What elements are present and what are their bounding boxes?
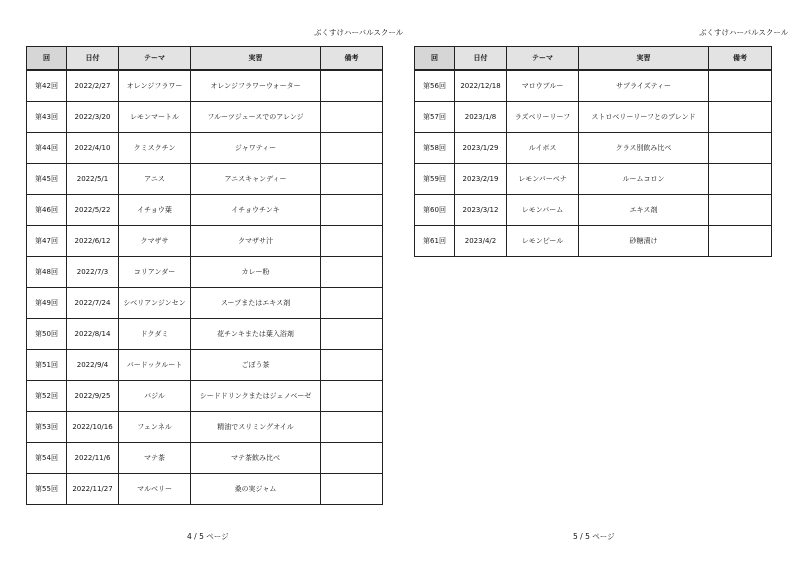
date-cell: 2023/3/12 bbox=[455, 195, 507, 226]
header-notes: 備考 bbox=[709, 47, 772, 71]
practice-cell: フルーツジュースでのアレンジ bbox=[191, 102, 321, 133]
theme-cell: クマザサ bbox=[119, 226, 191, 257]
practice-cell: ルームコロン bbox=[579, 164, 709, 195]
table-row bbox=[415, 133, 772, 164]
notes-cell bbox=[321, 412, 383, 443]
theme-cell: オレンジフラワー bbox=[119, 70, 191, 102]
table-row bbox=[27, 474, 383, 505]
table-row bbox=[27, 70, 383, 102]
header-date: 日付 bbox=[455, 47, 507, 71]
date-cell: 2022/5/1 bbox=[67, 164, 119, 195]
practice-cell: 砂糖漬け bbox=[579, 226, 709, 257]
theme-cell: レモンピール bbox=[507, 226, 579, 257]
table-row bbox=[415, 195, 772, 226]
table-row bbox=[27, 195, 383, 226]
notes-cell bbox=[709, 133, 772, 164]
session-number-cell: 第54回 bbox=[27, 443, 67, 474]
practice-cell: カレー粉 bbox=[191, 257, 321, 288]
table-row bbox=[27, 288, 383, 319]
practice-cell: エキス剤 bbox=[579, 195, 709, 226]
school-name: ぶくすけハーバルスクール bbox=[699, 28, 789, 37]
table-row bbox=[27, 350, 383, 381]
table-row bbox=[27, 226, 383, 257]
practice-cell: ごぼう茶 bbox=[191, 350, 321, 381]
practice-cell: クラス別飲み比べ bbox=[579, 133, 709, 164]
notes-cell bbox=[321, 474, 383, 505]
practice-cell: イチョウチンキ bbox=[191, 195, 321, 226]
practice-cell: オレンジフラワーウォーター bbox=[191, 70, 321, 102]
date-cell: 2022/4/10 bbox=[67, 133, 119, 164]
practice-cell: ストロベリーリーフとのブレンド bbox=[579, 102, 709, 133]
theme-cell: ドクダミ bbox=[119, 319, 191, 350]
table-row bbox=[415, 164, 772, 195]
notes-cell bbox=[321, 102, 383, 133]
date-cell: 2022/9/4 bbox=[67, 350, 119, 381]
notes-cell bbox=[321, 70, 383, 102]
session-number-cell: 第51回 bbox=[27, 350, 67, 381]
notes-cell bbox=[321, 226, 383, 257]
practice-cell: サプライズティー bbox=[579, 70, 709, 102]
session-number-cell: 第46回 bbox=[27, 195, 67, 226]
date-cell: 2022/3/20 bbox=[67, 102, 119, 133]
notes-cell bbox=[709, 70, 772, 102]
session-number-cell: 第55回 bbox=[27, 474, 67, 505]
date-cell: 2022/7/3 bbox=[67, 257, 119, 288]
theme-cell: コリアンダー bbox=[119, 257, 191, 288]
header-theme: テーマ bbox=[507, 47, 579, 71]
table-row bbox=[27, 443, 383, 474]
theme-cell: レモンマートル bbox=[119, 102, 191, 133]
theme-cell: バジル bbox=[119, 381, 191, 412]
session-number-cell: 第49回 bbox=[27, 288, 67, 319]
session-number-cell: 第45回 bbox=[27, 164, 67, 195]
session-number-cell: 第56回 bbox=[415, 70, 455, 102]
date-cell: 2023/1/8 bbox=[455, 102, 507, 133]
practice-cell: スープまたはエキス剤 bbox=[191, 288, 321, 319]
practice-cell: ジャワティー bbox=[191, 133, 321, 164]
date-cell: 2022/5/22 bbox=[67, 195, 119, 226]
theme-cell: ルイボス bbox=[507, 133, 579, 164]
notes-cell bbox=[321, 381, 383, 412]
notes-cell bbox=[321, 257, 383, 288]
theme-cell: マテ茶 bbox=[119, 443, 191, 474]
practice-cell: 花チンキまたは葉入浴剤 bbox=[191, 319, 321, 350]
date-cell: 2023/1/29 bbox=[455, 133, 507, 164]
theme-cell: イチョウ葉 bbox=[119, 195, 191, 226]
notes-cell bbox=[709, 195, 772, 226]
session-number-cell: 第52回 bbox=[27, 381, 67, 412]
practice-cell: アニスキャンディー bbox=[191, 164, 321, 195]
practice-cell: クマザサ汁 bbox=[191, 226, 321, 257]
date-cell: 2022/7/24 bbox=[67, 288, 119, 319]
header-notes: 備考 bbox=[321, 47, 383, 71]
date-cell: 2022/10/16 bbox=[67, 412, 119, 443]
theme-cell: シベリアンジンセン bbox=[119, 288, 191, 319]
theme-cell: アニス bbox=[119, 164, 191, 195]
theme-cell: ラズベリーリーフ bbox=[507, 102, 579, 133]
notes-cell bbox=[709, 226, 772, 257]
notes-cell bbox=[709, 164, 772, 195]
date-cell: 2023/2/19 bbox=[455, 164, 507, 195]
page-5 bbox=[400, 0, 800, 582]
table-row bbox=[27, 381, 383, 412]
notes-cell bbox=[321, 319, 383, 350]
table-row bbox=[415, 226, 772, 257]
session-number-cell: 第42回 bbox=[27, 70, 67, 102]
header-no: 回 bbox=[415, 47, 455, 71]
session-number-cell: 第47回 bbox=[27, 226, 67, 257]
table-row bbox=[27, 133, 383, 164]
session-number-cell: 第58回 bbox=[415, 133, 455, 164]
session-number-cell: 第48回 bbox=[27, 257, 67, 288]
date-cell: 2022/8/14 bbox=[67, 319, 119, 350]
table-row bbox=[27, 102, 383, 133]
page-number: 4 / 5 ページ bbox=[187, 532, 229, 541]
header-theme: テーマ bbox=[119, 47, 191, 71]
theme-cell: マロウブルー bbox=[507, 70, 579, 102]
theme-cell: マルベリー bbox=[119, 474, 191, 505]
date-cell: 2022/11/27 bbox=[67, 474, 119, 505]
schedule-table bbox=[414, 46, 772, 257]
table-row bbox=[415, 102, 772, 133]
date-cell: 2023/4/2 bbox=[455, 226, 507, 257]
notes-cell bbox=[321, 195, 383, 226]
session-number-cell: 第43回 bbox=[27, 102, 67, 133]
session-number-cell: 第57回 bbox=[415, 102, 455, 133]
session-number-cell: 第61回 bbox=[415, 226, 455, 257]
table-header-row bbox=[415, 47, 772, 71]
session-number-cell: 第60回 bbox=[415, 195, 455, 226]
notes-cell bbox=[709, 102, 772, 133]
session-number-cell: 第59回 bbox=[415, 164, 455, 195]
session-number-cell: 第50回 bbox=[27, 319, 67, 350]
table-row bbox=[27, 164, 383, 195]
table-body bbox=[415, 70, 772, 257]
schedule-table bbox=[26, 46, 383, 505]
table-row bbox=[27, 257, 383, 288]
table-body bbox=[27, 70, 383, 505]
table-row bbox=[27, 319, 383, 350]
theme-cell: レモンバーベナ bbox=[507, 164, 579, 195]
notes-cell bbox=[321, 133, 383, 164]
theme-cell: フェンネル bbox=[119, 412, 191, 443]
notes-cell bbox=[321, 350, 383, 381]
date-cell: 2022/11/6 bbox=[67, 443, 119, 474]
date-cell: 2022/9/25 bbox=[67, 381, 119, 412]
table-row bbox=[415, 70, 772, 102]
date-cell: 2022/6/12 bbox=[67, 226, 119, 257]
date-cell: 2022/2/27 bbox=[67, 70, 119, 102]
page-number: 5 / 5 ページ bbox=[573, 532, 615, 541]
session-number-cell: 第53回 bbox=[27, 412, 67, 443]
table-header-row bbox=[27, 47, 383, 71]
header-no: 回 bbox=[27, 47, 67, 71]
header-practice: 実習 bbox=[191, 47, 321, 71]
practice-cell: 桑の実ジャム bbox=[191, 474, 321, 505]
school-name: ぶくすけハーバルスクール bbox=[314, 28, 404, 37]
practice-cell: 精油でスリミングオイル bbox=[191, 412, 321, 443]
theme-cell: クミスクチン bbox=[119, 133, 191, 164]
notes-cell bbox=[321, 288, 383, 319]
table-row bbox=[27, 412, 383, 443]
date-cell: 2022/12/18 bbox=[455, 70, 507, 102]
notes-cell bbox=[321, 164, 383, 195]
practice-cell: シードドリンクまたはジェノベーゼ bbox=[191, 381, 321, 412]
header-date: 日付 bbox=[67, 47, 119, 71]
notes-cell bbox=[321, 443, 383, 474]
practice-cell: マテ茶飲み比べ bbox=[191, 443, 321, 474]
session-number-cell: 第44回 bbox=[27, 133, 67, 164]
theme-cell: レモンバーム bbox=[507, 195, 579, 226]
theme-cell: バードックルート bbox=[119, 350, 191, 381]
header-practice: 実習 bbox=[579, 47, 709, 71]
